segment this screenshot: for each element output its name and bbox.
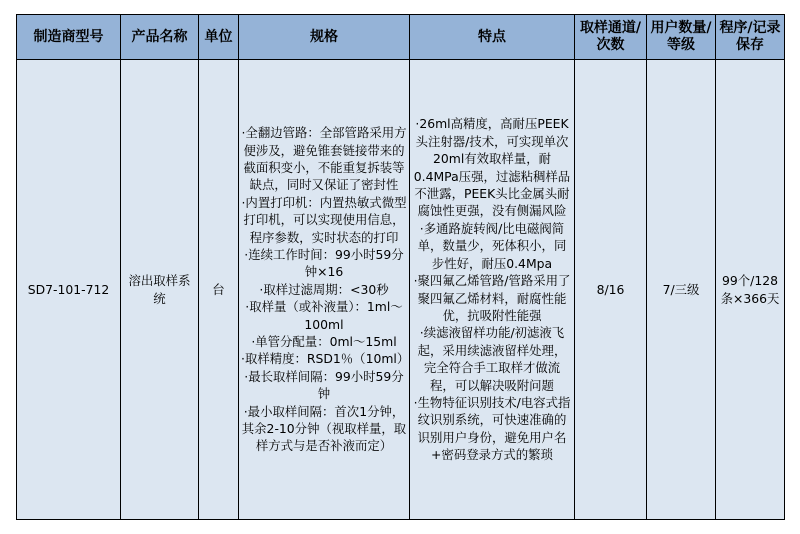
spec-item: ·取样过滤周期：<30秒	[259, 281, 389, 297]
feature-item: ·多通路旋转阀/比电磁阀简单，数量少，死体积小，同步性好，耐压0.4Mpa	[417, 220, 567, 271]
cell-unit: 台	[199, 60, 239, 520]
header-features: 特点	[410, 15, 575, 60]
spec-item: ·连续工作时间：99小时59分钟×16	[244, 246, 404, 280]
spec-item: ·最长取样间隔：99小时59分钟	[244, 368, 404, 402]
header-model: 制造商型号	[17, 15, 121, 60]
spec-item: ·取样量（或补液量）：1ml～100ml	[245, 299, 403, 332]
header-specs: 规格	[239, 15, 410, 60]
table-row	[17, 60, 785, 520]
spec-item: ·单管分配量：0ml～15ml	[251, 334, 397, 350]
header-row	[17, 15, 785, 60]
spec-item: ·最小取样间隔：首次1分钟，其余2-10分钟（视取样量，取样方式与是否补液而定）	[241, 403, 407, 454]
header-unit: 单位	[199, 15, 239, 60]
header-channels: 取样通道/次数	[575, 15, 647, 60]
feature-item: ·聚四氟乙烯管路/管路采用了聚四氟乙烯材料，耐腐性能优，抗吸附性能强	[413, 273, 571, 323]
cell-specs	[239, 60, 410, 520]
cell-records: 99个/128条×366天	[716, 60, 785, 520]
feature-item: ·续滤液留样功能/初滤液飞起，采用续滤液留样处理，完全符合手工取样才做流程，可以解决吸附问题	[417, 325, 567, 393]
cell-channels: 8/16	[575, 60, 647, 520]
feature-item: ·26ml高精度，高耐压PEEK头注射器/技术，可实现单次20ml有效取样量，耐0.4MPa压强，过滤粘稠样品不泄露，PEEK头比金属头耐腐蚀性更强，没有侧漏风险	[413, 116, 571, 219]
header-records: 程序/记录保存	[716, 15, 785, 60]
cell-product-name: 溶出取样系统	[121, 60, 199, 520]
header-users: 用户数量/等级	[647, 15, 716, 60]
spec-item: ·全翻边管路：全部管路采用方便涉及，避免锥套链接带来的截面积变小，不能重复拆装等缺点，同时又保证了密封性	[241, 125, 407, 193]
spec-item: ·取样精度：RSD1％（10ml）	[241, 351, 410, 367]
feature-item: ·生物特征识别技术/电容式指纹识别系统，可快速准确的识别用户身份，避免用户名+密码登录方式的繁琐	[413, 394, 571, 463]
spec-item: ·内置打印机：内置热敏式微型打印机，可以实现使用信息，程序参数，实时状态的打印	[241, 194, 407, 245]
product-spec-table	[16, 14, 785, 520]
cell-users: 7/三级	[647, 60, 716, 520]
cell-model: SD7-101-712	[17, 60, 121, 520]
cell-features	[410, 60, 575, 520]
header-product-name: 产品名称	[121, 15, 199, 60]
